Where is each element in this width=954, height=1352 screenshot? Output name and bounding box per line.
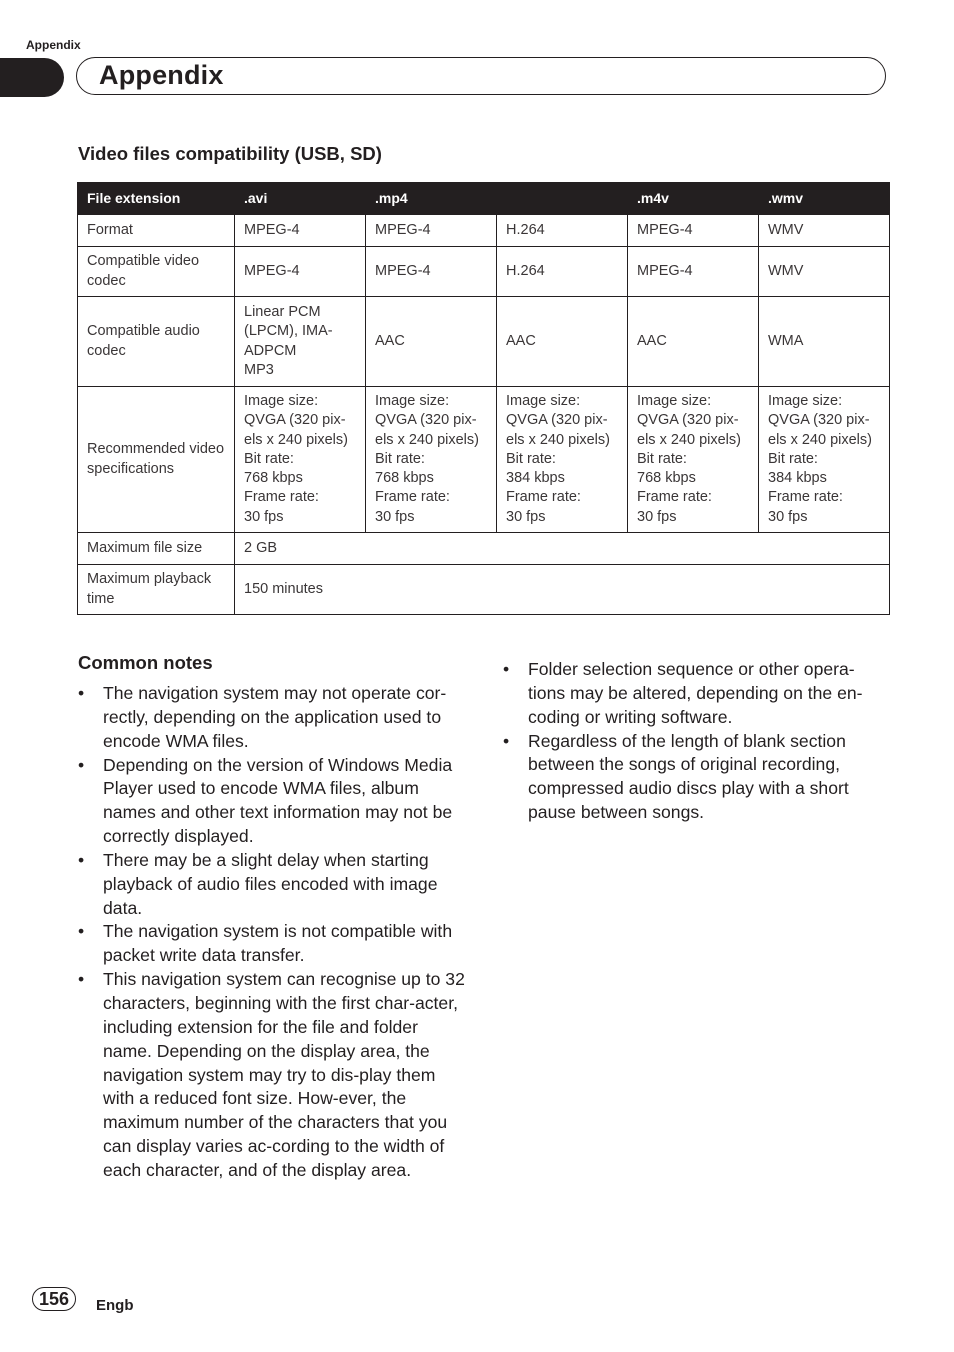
table-cell: AAC <box>366 297 497 387</box>
row-label: Maximum playback time <box>78 565 235 615</box>
page-language: Engb <box>96 1297 134 1314</box>
row-label: Compatible audio codec <box>78 297 235 387</box>
list-item: • Regardless of the length of blank section between the songs of original recording, compressed audio discs play with a short pause between songs. <box>503 730 888 825</box>
table-cell: WMV <box>759 215 890 247</box>
row-label: Recommended video specifications <box>78 387 235 533</box>
table-row-max-playback-time <box>78 565 890 615</box>
table-cell: MPEG-4 <box>628 215 759 247</box>
table-cell: MPEG-4 <box>366 247 497 297</box>
table-cell: AAC <box>628 297 759 387</box>
page-number: 156 <box>32 1287 76 1311</box>
row-label: Format <box>78 215 235 247</box>
table-cell: MPEG-4 <box>628 247 759 297</box>
table-cell: Image size: QVGA (320 pix-els x 240 pixels) Bit rate: 768 kbps Frame rate: 30 fps <box>628 387 759 533</box>
running-head: Appendix <box>26 38 81 52</box>
table-cell: MPEG-4 <box>235 215 366 247</box>
table-cell: Image size: QVGA (320 pix-els x 240 pixels) Bit rate: 384 kbps Frame rate: 30 fps <box>497 387 628 533</box>
video-compatibility-table <box>77 182 890 615</box>
table-cell: MPEG-4 <box>366 215 497 247</box>
header-mp4: .mp4 <box>366 183 628 215</box>
list-item: • This navigation system can recognise up to 32 characters, beginning with the first char-acter, including extension for the file and folder name. Depending on the display area, the navigation system may try to dis-play them with a reduced font size. How-ever, the maximum number of the characters that you can display varies ac-cording to the width of each character, and of the display area. <box>78 968 468 1183</box>
table-cell: Image size: QVGA (320 pix-els x 240 pixels) Bit rate: 768 kbps Frame rate: 30 fps <box>366 387 497 533</box>
table-row-video-codec <box>78 247 890 297</box>
table-cell: 150 minutes <box>235 565 890 615</box>
row-label: Compatible video codec <box>78 247 235 297</box>
table-row-format <box>78 215 890 247</box>
section-title: Video files compatibility (USB, SD) <box>78 143 382 164</box>
table-cell: MPEG-4 <box>235 247 366 297</box>
list-item: • The navigation system is not compatible with packet write data transfer. <box>78 920 468 968</box>
header-file-extension: File extension <box>78 183 235 215</box>
chapter-title: Appendix <box>99 60 224 90</box>
list-item: • There may be a slight delay when starting playback of audio files encoded with image data. <box>78 849 468 921</box>
common-notes-list-right <box>503 658 888 825</box>
table-row-video-spec <box>78 387 890 533</box>
table-cell: H.264 <box>497 247 628 297</box>
table-cell: Image size: QVGA (320 pix-els x 240 pixels) Bit rate: 384 kbps Frame rate: 30 fps <box>759 387 890 533</box>
list-item: • Folder selection sequence or other opera-tions may be altered, depending on the en-coding or writing software. <box>503 658 888 730</box>
table-cell: Linear PCM (LPCM), IMA-ADPCM MP3 <box>235 297 366 387</box>
list-item: • Depending on the version of Windows Media Player used to encode WMA files, album names and other text information may not be correctly displayed. <box>78 754 468 849</box>
common-notes-list-left <box>78 682 468 1183</box>
table-cell: H.264 <box>497 215 628 247</box>
chapter-title-bar <box>76 57 886 95</box>
header-m4v: .m4v <box>628 183 759 215</box>
row-label: Maximum file size <box>78 533 235 565</box>
common-notes-heading: Common notes <box>78 652 213 673</box>
table-cell: 2 GB <box>235 533 890 565</box>
table-row-max-file-size <box>78 533 890 565</box>
table-row-audio-codec <box>78 297 890 387</box>
table-cell: AAC <box>497 297 628 387</box>
table-cell: WMA <box>759 297 890 387</box>
table-header-row <box>78 183 890 215</box>
table-cell: Image size: QVGA (320 pix-els x 240 pixels) Bit rate: 768 kbps Frame rate: 30 fps <box>235 387 366 533</box>
header-avi: .avi <box>235 183 366 215</box>
table-cell: WMV <box>759 247 890 297</box>
header-wmv: .wmv <box>759 183 890 215</box>
list-item: • The navigation system may not operate cor-rectly, depending on the application used to encode WMA files. <box>78 682 468 754</box>
section-tab-marker <box>0 58 64 97</box>
